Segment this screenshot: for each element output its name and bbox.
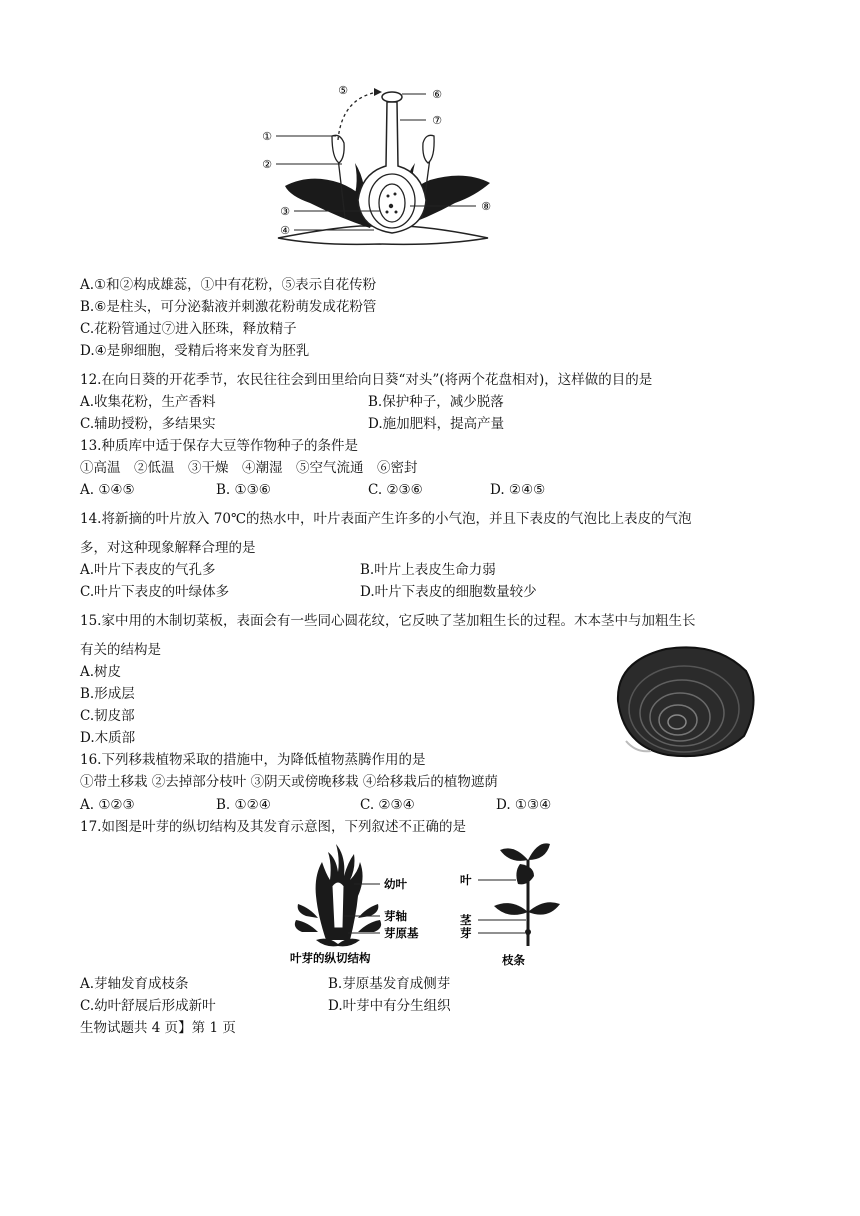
q13-stem: 13.种质库中适于保存大豆等作物种子的条件是 xyxy=(80,438,358,454)
q15-option-d: D.木质部 xyxy=(80,730,136,746)
flower-structure-figure xyxy=(250,78,510,254)
q13-option-b: B. ①③⑥ xyxy=(216,482,271,498)
branch-label-bud: 芽 xyxy=(460,926,472,940)
q14-stem-line1: 14.将新摘的叶片放入 70℃的热水中，叶片表面产生许多的小气泡，并且下表皮的气泡比上表皮的气泡 xyxy=(80,511,692,527)
tree-ring-image xyxy=(606,641,762,761)
q16-option-d: D. ①③④ xyxy=(496,797,552,813)
q17-option-a: A.芽轴发育成枝条 xyxy=(80,976,189,992)
q12-stem: 12.在向日葵的开花季节，农民往往会到田里给向日葵“对头”(将两个花盘相对)，这样做的目的是 xyxy=(80,372,653,388)
flower-label-8: ⑧ xyxy=(481,200,491,213)
branch-caption: 枝条 xyxy=(502,953,525,967)
flower-label-1: ① xyxy=(262,130,272,143)
q15-option-c: C.韧皮部 xyxy=(80,708,135,724)
flower-label-4: ④ xyxy=(280,224,290,237)
q17-option-b: B.芽原基发育成侧芽 xyxy=(328,976,451,992)
flower-label-7: ⑦ xyxy=(432,114,442,127)
q15-stem-line1: 15.家中用的木制切菜板，表面会有一些同心圆花纹，它反映了茎加粗生长的过程。木本茎中与加粗生长 xyxy=(80,613,696,629)
q12-option-d: D.施加肥料，提高产量 xyxy=(368,416,505,432)
q11-option-b: B.⑥是柱头，可分泌黏液并刺激花粉萌发成花粉管 xyxy=(80,299,377,315)
q14-option-c: C.叶片下表皮的叶绿体多 xyxy=(80,584,230,600)
q12-option-b: B.保护种子，减少脱落 xyxy=(368,394,504,410)
bud-label-bud-primordium: 芽原基 xyxy=(384,926,419,940)
bud-caption: 叶芽的纵切结构 xyxy=(290,951,371,965)
flower-label-6: ⑥ xyxy=(432,88,442,101)
flower-label-2: ② xyxy=(262,158,272,171)
q17-option-d: D.叶芽中有分生组织 xyxy=(328,998,451,1014)
q14-option-d: D.叶片下表皮的细胞数量较少 xyxy=(360,584,537,600)
q11-option-d: D.④是卵细胞，受精后将来发育为胚乳 xyxy=(80,343,310,359)
q12-option-c: C.辅助授粉，多结果实 xyxy=(80,416,216,432)
q16-stem: 16.下列移栽植物采取的措施中，为降低植物蒸腾作用的是 xyxy=(80,752,426,768)
q16-option-c: C. ②③④ xyxy=(360,797,415,813)
q16-option-b: B. ①②④ xyxy=(216,797,271,813)
q13-option-d: D. ②④⑤ xyxy=(490,482,546,498)
bud-label-young-leaf: 幼叶 xyxy=(384,877,407,891)
q14-stem-line2: 多，对这种现象解释合理的是 xyxy=(80,540,256,556)
q15-stem-line2: 有关的结构是 xyxy=(80,642,161,658)
q13-option-a: A. ①④⑤ xyxy=(80,482,135,498)
q15-option-b: B.形成层 xyxy=(80,686,135,702)
leaf-bud-figure xyxy=(288,836,560,970)
branch-label-leaf: 叶 xyxy=(460,873,472,887)
q13-option-c: C. ②③⑥ xyxy=(368,482,423,498)
branch-label-stem: 茎 xyxy=(460,913,472,927)
q13-conditions: ①高温 ②低温 ③干燥 ④潮湿 ⑤空气流通 ⑥密封 xyxy=(80,460,418,476)
q15-option-a: A.树皮 xyxy=(80,664,122,680)
page-footer: 生物试题共 4 页】第 1 页 xyxy=(80,1020,236,1036)
q16-option-a: A. ①②③ xyxy=(80,797,135,813)
q11-option-a: A.①和②构成雄蕊，①中有花粉，⑤表示自花传粉 xyxy=(80,277,377,293)
q14-option-b: B.叶片上表皮生命力弱 xyxy=(360,562,496,578)
flower-label-3: ③ xyxy=(280,205,290,218)
flower-label-5: ⑤ xyxy=(338,84,348,97)
q14-option-a: A.叶片下表皮的气孔多 xyxy=(80,562,216,578)
q12-option-a: A.收集花粉，生产香料 xyxy=(80,394,216,410)
q17-stem: 17.如图是叶芽的纵切结构及其发育示意图，下列叙述不正确的是 xyxy=(80,819,466,835)
q11-option-c: C.花粉管通过⑦进入胚珠，释放精子 xyxy=(80,321,297,337)
q16-measures: ①带土移栽 ②去掉部分枝叶 ③阴天或傍晚移栽 ④给移栽后的植物遮荫 xyxy=(80,774,498,790)
q17-option-c: C.幼叶舒展后形成新叶 xyxy=(80,998,216,1014)
bud-label-bud-axis: 芽轴 xyxy=(384,909,407,923)
